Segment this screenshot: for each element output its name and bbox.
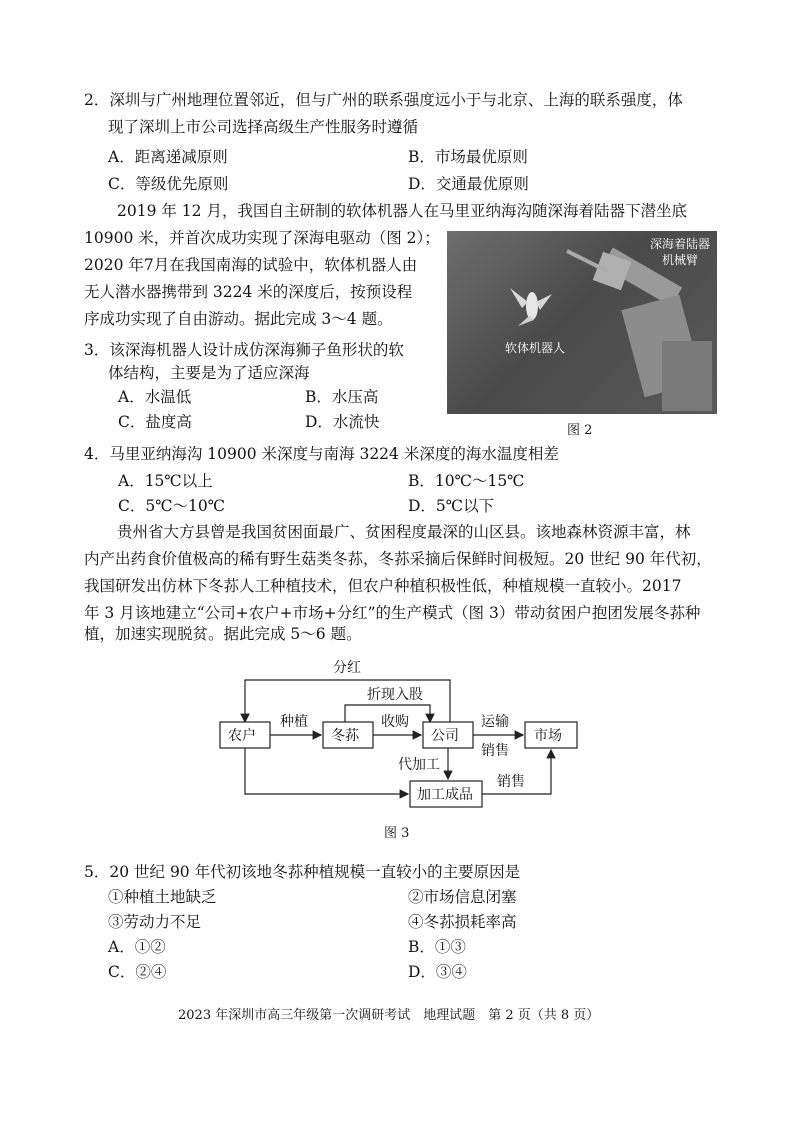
- q4-option-a[interactable]: A．15℃以上: [118, 472, 213, 490]
- q5-statement-1: ①种植土地缺乏: [108, 888, 217, 906]
- q5-statement-3: ③劳动力不足: [108, 913, 202, 931]
- label-process: 代加工: [398, 757, 440, 773]
- q5-option-c[interactable]: C．②④: [108, 963, 167, 981]
- figure2-label-lander: 深海着陆器: [650, 237, 711, 251]
- label-transport: 运输: [481, 714, 509, 730]
- q2-option-c[interactable]: C．等级优先原则: [108, 175, 229, 193]
- figure2-caption: 图 2: [567, 423, 593, 438]
- figure3-flow-diagram: [205, 650, 595, 815]
- label-plant: 种植: [280, 714, 308, 730]
- q5-stem: 5．20 世纪 90 年代初该地冬荪种植规模一直较小的主要原因是: [84, 863, 521, 881]
- box-product-label: 加工成品: [417, 787, 473, 803]
- figure2-label-robot: 软体机器人: [505, 341, 566, 355]
- label-shares: 折现入股: [367, 687, 423, 703]
- soft-robot-icon: [510, 288, 552, 326]
- q4-option-d[interactable]: D．5℃以下: [408, 497, 495, 515]
- q2-option-a[interactable]: A．距离递减原则: [108, 148, 228, 166]
- figure2-photo: [447, 231, 717, 414]
- box-dongsun-label: 冬荪: [331, 728, 359, 744]
- passage3-line4: 年 3 月该地建立“公司+农户+市场+分红”的生产模式（图 3）带动贫困户抱团发展冬荪种: [84, 604, 701, 622]
- passage3-line5: 植，加速实现脱贫。据此完成 5～6 题。: [84, 625, 362, 643]
- passage3-line1: 贵州省大方县曾是我国贫困面最广、贫困程度最深的山区县。该地森林资源丰富，林: [117, 523, 691, 541]
- farmer-product-arrow: [245, 748, 408, 794]
- q5-statement-2: ②市场信息闭塞: [408, 888, 517, 906]
- passage3-line2: 内产出药食价值极高的稀有野生菇类冬荪，冬荪采摘后保鲜时间极短。20 世纪 90 年代初，: [84, 550, 712, 568]
- q3-option-d[interactable]: D．水流快: [305, 413, 380, 431]
- q4-stem: 4．马里亚纳海沟 10900 米深度与南海 3224 米深度的海水温度相差: [84, 445, 559, 463]
- q2-stem-line1: 2．深圳与广州地理位置邻近，但与广州的联系强度远小于与北京、上海的联系强度，体: [84, 91, 683, 109]
- label-dividend: 分红: [333, 660, 361, 676]
- page-footer: 2023 年深圳市高三年级第一次调研考试 地理试题 第 2 页（共 8 页）: [178, 1008, 600, 1023]
- label-sell2: 销售: [497, 774, 525, 790]
- box-farmer-label: 农户: [228, 728, 256, 744]
- passage2-line2: 10900 米，并首次成功实现了深海电驱动（图 2）；: [84, 229, 440, 247]
- q4-option-c[interactable]: C．5℃～10℃: [118, 497, 226, 515]
- label-purchase: 收购: [381, 714, 409, 730]
- passage2-line3: 2020 年7月在我国南海的试验中，软体机器人由: [84, 256, 418, 274]
- passage3-line3: 我国研发出仿林下冬荪人工种植技术，但农户种植积极性低，种植规模一直较小。2017: [84, 577, 682, 595]
- q2-option-b[interactable]: B．市场最优原则: [408, 148, 528, 166]
- q4-option-b[interactable]: B．10℃～15℃: [408, 472, 525, 490]
- q3-option-b[interactable]: B．水压高: [305, 388, 379, 406]
- q3-option-a[interactable]: A．水温低: [118, 388, 192, 406]
- figure2-label-arm: 机械臂: [662, 253, 699, 267]
- box-market-label: 市场: [534, 728, 562, 744]
- passage2-line1: 2019 年 12 月，我国自主研制的软体机器人在马里亚纳海沟随深海着陆器下潜坐底: [117, 202, 687, 220]
- q2-option-d[interactable]: D．交通最优原则: [408, 175, 529, 193]
- q5-option-b[interactable]: B．①③: [408, 938, 466, 956]
- label-sell1: 销售: [481, 743, 509, 759]
- passage2-line4: 无人潜水器携带到 3224 米的深度后，按预设程: [84, 283, 413, 301]
- q3-stem-line1: 3．该深海机器人设计成仿深海狮子鱼形状的软: [84, 341, 404, 359]
- box-company-label: 公司: [431, 728, 459, 744]
- q2-stem-line2: 现了深圳上市公司选择高级生产性服务时遵循: [108, 118, 419, 136]
- q3-stem-line2: 体结构，主要是为了适应深海: [108, 364, 310, 382]
- q5-option-a[interactable]: A．①②: [108, 938, 166, 956]
- figure3-caption: 图 3: [384, 826, 410, 841]
- q5-option-d[interactable]: D．③④: [408, 963, 467, 981]
- q5-statement-4: ④冬荪损耗率高: [408, 913, 517, 931]
- q3-option-c[interactable]: C．盐度高: [118, 413, 192, 431]
- passage2-line5: 序成功实现了自由游动。据此完成 3～4 题。: [84, 310, 393, 328]
